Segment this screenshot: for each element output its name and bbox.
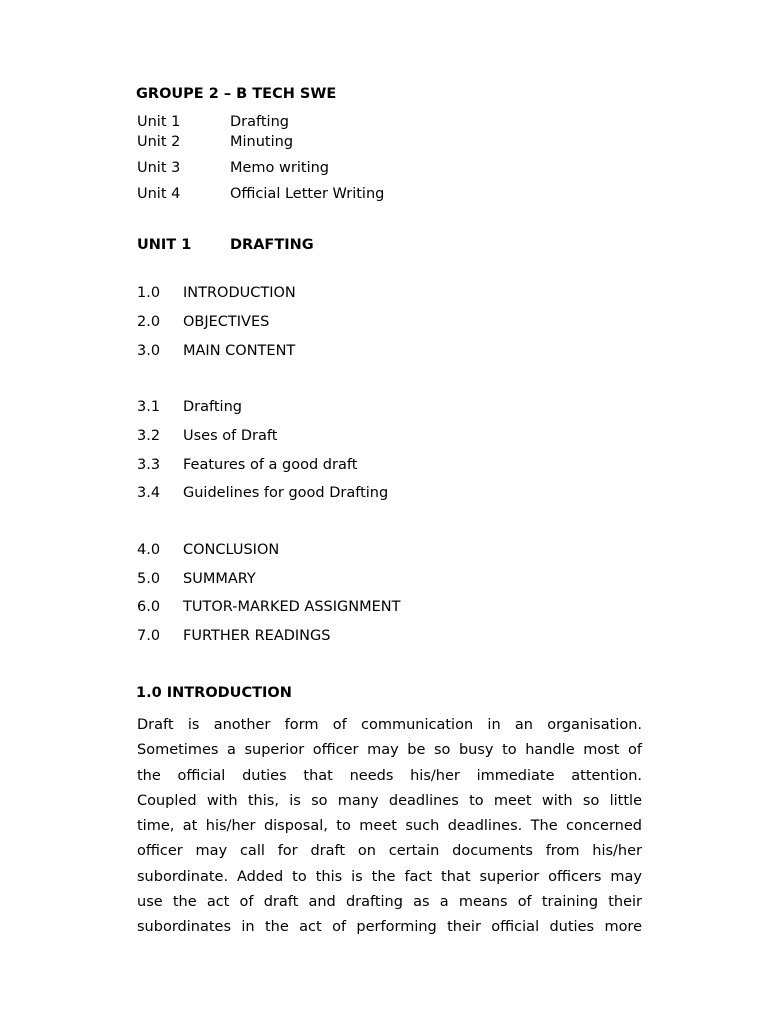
unit-number: Unit 4 [137,186,181,202]
outline-number: 3.3 [137,457,161,473]
document-title: GROUPE 2 – B TECH SWE [136,86,337,102]
outline-number: 2.0 [137,314,161,330]
paragraph-line: Draft is another form of communication in an organisation. [137,717,642,733]
paragraph-line: officer may call for draft on certain documents from his/her [137,843,642,860]
unit-name: Drafting [230,114,289,130]
outline-number: 6.0 [137,599,161,615]
outline-number: 3.1 [137,399,161,415]
unit-name: Official Letter Writing [230,186,385,202]
outline-title: CONCLUSION [183,542,280,558]
unit-name: Minuting [230,134,294,150]
outline-title: Guidelines for good Drafting [183,485,389,501]
outline-title: MAIN CONTENT [183,343,296,359]
unit-name: Memo writing [230,160,329,176]
outline-title: Uses of Draft [183,428,278,444]
outline-title: SUMMARY [183,571,256,587]
paragraph-line: time, at his/her disposal, to meet such deadlines. The concerned [137,818,642,835]
unit-heading-number: UNIT 1 [137,237,192,253]
paragraph-line: Sometimes a superior officer may be so busy to handle most of [137,742,642,759]
outline-title: INTRODUCTION [183,285,296,301]
intro-paragraph [137,713,642,941]
outline-title: FURTHER READINGS [183,628,331,644]
outline-number: 3.2 [137,428,161,444]
unit-number: Unit 2 [137,134,181,150]
unit-heading-title: DRAFTING [230,237,314,253]
outline-number: 7.0 [137,628,161,644]
outline-title: OBJECTIVES [183,314,270,330]
paragraph-line: subordinate. Added to this is the fact that superior officers may [137,868,642,885]
outline-number: 1.0 [137,285,161,301]
outline-title: TUTOR-MARKED ASSIGNMENT [183,599,401,615]
outline-number: 3.4 [137,485,161,501]
section-heading: 1.0 INTRODUCTION [136,685,292,701]
outline-number: 5.0 [137,571,161,587]
outline-number: 3.0 [137,343,161,359]
unit-number: Unit 1 [137,114,181,130]
unit-number: Unit 3 [137,160,181,176]
outline-title: Drafting [183,399,242,415]
paragraph-line: the official duties that needs his/her immediate attention. [137,767,642,784]
paragraph-line: subordinates in the act of performing their official duties more [137,919,642,936]
outline-number: 4.0 [137,542,161,558]
paragraph-line: Coupled with this, is so many deadlines to meet with so little [137,792,642,809]
outline-title: Features of a good draft [183,457,358,473]
paragraph-line: use the act of draft and drafting as a means of training their [137,894,642,911]
